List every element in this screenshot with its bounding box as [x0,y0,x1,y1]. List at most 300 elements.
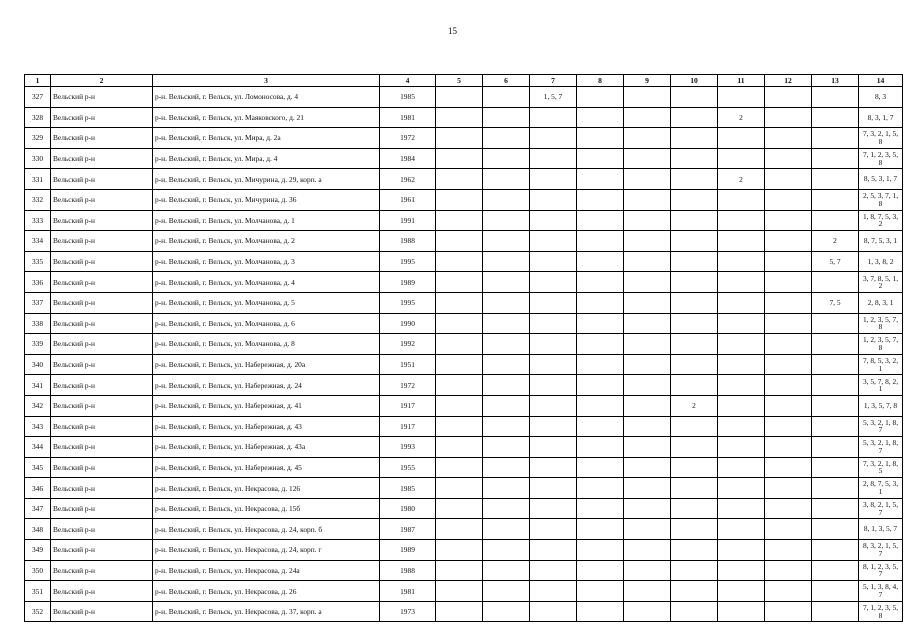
col14-cell: 1, 3, 5, 7, 8 [859,395,903,416]
district-cell: Вельский р-н [51,210,153,231]
col10-cell [671,540,718,561]
col14-cell: 5, 1, 3, 8, 4, 7 [859,581,903,602]
col9-cell [624,581,671,602]
column-header: 7 [530,75,577,87]
col13-cell [812,457,859,478]
col11-cell [718,519,765,540]
table-row [25,437,903,458]
col10-cell [671,189,718,210]
col8-cell [577,375,624,396]
address-cell: р-н. Вельский, г. Вельск, ул. Набережная, д. 24 [153,375,380,396]
col14-cell: 8, 5, 3, 1, 7 [859,169,903,190]
table-row [25,251,903,272]
address-cell: р-н. Вельский, г. Вельск, ул. Некрасова, д. 37, корп. а [153,601,380,622]
col13-cell [812,272,859,293]
col14-cell: 1, 3, 8, 2 [859,251,903,272]
col8-cell [577,231,624,252]
col6-cell [483,540,530,561]
table-row [25,231,903,252]
col7-cell [530,354,577,375]
district-cell: Вельский р-н [51,169,153,190]
col12-cell [765,416,812,437]
column-header: 11 [718,75,765,87]
year-cell: 1962 [380,169,436,190]
col14-cell: 5, 3, 2, 1, 8, 7 [859,437,903,458]
address-cell: р-н. Вельский, г. Вельск, ул. Молчанова, д. 3 [153,251,380,272]
row-number-cell: 344 [25,437,51,458]
col13-cell [812,334,859,355]
col9-cell [624,272,671,293]
col8-cell [577,354,624,375]
col14-cell: 8, 1, 3, 5, 7 [859,519,903,540]
col6-cell [483,251,530,272]
year-cell: 1973 [380,601,436,622]
col6-cell [483,581,530,602]
col5-cell [436,272,483,293]
col14-cell: 8, 1, 2, 3, 5, 7 [859,560,903,581]
col9-cell [624,189,671,210]
col11-cell [718,560,765,581]
col7-cell [530,395,577,416]
col6-cell [483,272,530,293]
district-cell: Вельский р-н [51,560,153,581]
col7-cell [530,519,577,540]
col11-cell [718,231,765,252]
year-cell: 1995 [380,292,436,313]
col9-cell [624,437,671,458]
col6-cell [483,395,530,416]
col10-cell [671,251,718,272]
year-cell: 1990 [380,313,436,334]
table-row [25,313,903,334]
address-cell: р-н. Вельский, г. Вельск, ул. Набережная, д. 45 [153,457,380,478]
district-cell: Вельский р-н [51,107,153,128]
col12-cell [765,107,812,128]
row-number-cell: 336 [25,272,51,293]
col10-cell: 2 [671,395,718,416]
col6-cell [483,416,530,437]
col11-cell [718,128,765,149]
table-row [25,395,903,416]
address-cell: р-н. Вельский, г. Вельск, ул. Мира, д. 2а [153,128,380,149]
col11-cell [718,189,765,210]
col7-cell [530,313,577,334]
col8-cell [577,519,624,540]
col11-cell [718,457,765,478]
col7-cell: 1, 5, 7 [530,87,577,108]
year-cell: 1988 [380,231,436,252]
col8-cell [577,416,624,437]
col5-cell [436,395,483,416]
table-row [25,519,903,540]
col5-cell [436,375,483,396]
address-cell: р-н. Вельский, г. Вельск, ул. Молчанова, д. 8 [153,334,380,355]
district-cell: Вельский р-н [51,189,153,210]
col13-cell [812,107,859,128]
row-number-cell: 335 [25,251,51,272]
col8-cell [577,107,624,128]
column-header: 4 [380,75,436,87]
column-header: 1 [25,75,51,87]
year-cell: 1972 [380,128,436,149]
col5-cell [436,334,483,355]
col14-cell: 2, 5, 3, 7, 1, 8 [859,189,903,210]
col8-cell [577,457,624,478]
col14-cell: 3, 7, 8, 5, 1, 2 [859,272,903,293]
col7-cell [530,169,577,190]
row-number-cell: 328 [25,107,51,128]
address-cell: р-н. Вельский, г. Вельск, ул. Маяковского, д. 21 [153,107,380,128]
col11-cell [718,313,765,334]
col14-cell: 8, 7, 5, 3, 1 [859,231,903,252]
col12-cell [765,478,812,499]
col12-cell [765,128,812,149]
address-cell: р-н. Вельский, г. Вельск, ул. Мичурина, д. 29, корп. а [153,169,380,190]
col12-cell [765,87,812,108]
col10-cell [671,498,718,519]
col6-cell [483,334,530,355]
col14-cell: 7, 1, 2, 3, 5, 8 [859,148,903,169]
col10-cell [671,272,718,293]
col10-cell [671,478,718,499]
col6-cell [483,87,530,108]
col8-cell [577,437,624,458]
col13-cell [812,601,859,622]
col10-cell [671,601,718,622]
address-cell: р-н. Вельский, г. Вельск, ул. Молчанова, д. 5 [153,292,380,313]
col11-cell: 2 [718,169,765,190]
col14-cell: 7, 1, 2, 3, 5, 8 [859,601,903,622]
address-cell: р-н. Вельский, г. Вельск, ул. Молчанова, д. 2 [153,231,380,252]
col11-cell [718,437,765,458]
col5-cell [436,148,483,169]
row-number-cell: 339 [25,334,51,355]
col11-cell [718,540,765,561]
col6-cell [483,169,530,190]
table-row [25,128,903,149]
col6-cell [483,128,530,149]
col13-cell [812,375,859,396]
row-number-cell: 347 [25,498,51,519]
col9-cell [624,498,671,519]
col6-cell [483,292,530,313]
data-table [24,74,903,622]
address-cell: р-н. Вельский, г. Вельск, ул. Набережная, д. 43 [153,416,380,437]
col6-cell [483,498,530,519]
col12-cell [765,601,812,622]
col6-cell [483,478,530,499]
col14-cell: 7, 8, 5, 3, 2, 1 [859,354,903,375]
col9-cell [624,148,671,169]
col9-cell [624,560,671,581]
col14-cell: 5, 3, 2, 1, 8, 7 [859,416,903,437]
col7-cell [530,189,577,210]
col5-cell [436,601,483,622]
col5-cell [436,540,483,561]
col10-cell [671,313,718,334]
col6-cell [483,601,530,622]
col12-cell [765,272,812,293]
year-cell: 1995 [380,251,436,272]
col9-cell [624,540,671,561]
col14-cell: 1, 2, 3, 5, 7, 8 [859,334,903,355]
district-cell: Вельский р-н [51,272,153,293]
year-cell: 1992 [380,334,436,355]
col5-cell [436,128,483,149]
col6-cell [483,457,530,478]
table-row [25,457,903,478]
col6-cell [483,107,530,128]
col9-cell [624,210,671,231]
col6-cell [483,210,530,231]
col12-cell [765,334,812,355]
col8-cell [577,540,624,561]
table-row [25,292,903,313]
col7-cell [530,292,577,313]
col6-cell [483,189,530,210]
col5-cell [436,354,483,375]
col11-cell [718,395,765,416]
col10-cell [671,292,718,313]
row-number-cell: 341 [25,375,51,396]
year-cell: 1985 [380,87,436,108]
col12-cell [765,313,812,334]
col10-cell [671,375,718,396]
row-number-cell: 334 [25,231,51,252]
col8-cell [577,560,624,581]
col6-cell [483,375,530,396]
table-row [25,375,903,396]
col6-cell [483,148,530,169]
row-number-cell: 329 [25,128,51,149]
col9-cell [624,87,671,108]
col10-cell [671,148,718,169]
col8-cell [577,189,624,210]
district-cell: Вельский р-н [51,87,153,108]
column-header: 2 [51,75,153,87]
district-cell: Вельский р-н [51,128,153,149]
col14-cell: 2, 8, 3, 1 [859,292,903,313]
col12-cell [765,498,812,519]
col10-cell [671,354,718,375]
col11-cell [718,601,765,622]
col13-cell [812,148,859,169]
col9-cell [624,457,671,478]
col7-cell [530,375,577,396]
table-row [25,354,903,375]
district-cell: Вельский р-н [51,251,153,272]
district-cell: Вельский р-н [51,231,153,252]
col5-cell [436,560,483,581]
col8-cell [577,210,624,231]
col5-cell [436,189,483,210]
col8-cell [577,128,624,149]
column-header: 6 [483,75,530,87]
row-number-cell: 345 [25,457,51,478]
column-header: 9 [624,75,671,87]
year-cell: 1981 [380,581,436,602]
col8-cell [577,498,624,519]
col7-cell [530,478,577,499]
col7-cell [530,107,577,128]
col7-cell [530,231,577,252]
col7-cell [530,272,577,293]
year-cell: 1985 [380,478,436,499]
col9-cell [624,478,671,499]
year-cell: 1988 [380,560,436,581]
col6-cell [483,354,530,375]
col12-cell [765,395,812,416]
table-body [25,87,903,622]
col7-cell [530,416,577,437]
col11-cell [718,334,765,355]
district-cell: Вельский р-н [51,601,153,622]
district-cell: Вельский р-н [51,313,153,334]
year-cell: 1972 [380,375,436,396]
col5-cell [436,416,483,437]
column-header: 14 [859,75,903,87]
col13-cell [812,210,859,231]
col13-cell [812,540,859,561]
table-row [25,107,903,128]
address-cell: р-н. Вельский, г. Вельск, ул. Некрасова, д. 24, корп. б [153,519,380,540]
col10-cell [671,107,718,128]
col12-cell [765,210,812,231]
col7-cell [530,437,577,458]
col8-cell [577,251,624,272]
col8-cell [577,395,624,416]
table-row [25,272,903,293]
column-header: 5 [436,75,483,87]
col11-cell [718,375,765,396]
col11-cell [718,251,765,272]
col10-cell [671,437,718,458]
col14-cell: 7, 3, 2, 1, 5, 8 [859,128,903,149]
district-cell: Вельский р-н [51,581,153,602]
col5-cell [436,87,483,108]
row-number-cell: 327 [25,87,51,108]
year-cell: 1917 [380,416,436,437]
col6-cell [483,560,530,581]
col9-cell [624,375,671,396]
address-cell: р-н. Вельский, г. Вельск, ул. Набережная, д. 41 [153,395,380,416]
col12-cell [765,189,812,210]
col11-cell [718,148,765,169]
table-row [25,416,903,437]
col11-cell [718,87,765,108]
district-cell: Вельский р-н [51,478,153,499]
column-header: 8 [577,75,624,87]
col10-cell [671,128,718,149]
col13-cell [812,437,859,458]
col14-cell: 3, 8, 2, 1, 5, 7 [859,498,903,519]
col7-cell [530,334,577,355]
address-cell: р-н. Вельский, г. Вельск, ул. Некрасова, д. 126 [153,478,380,499]
col10-cell [671,457,718,478]
col13-cell [812,498,859,519]
address-cell: р-н. Вельский, г. Вельск, ул. Мичурина, д. 36 [153,189,380,210]
table-row [25,334,903,355]
table-row [25,540,903,561]
col7-cell [530,498,577,519]
col7-cell [530,457,577,478]
year-cell: 1980 [380,498,436,519]
col11-cell [718,478,765,499]
year-cell: 1991 [380,210,436,231]
col5-cell [436,251,483,272]
row-number-cell: 350 [25,560,51,581]
district-cell: Вельский р-н [51,437,153,458]
col5-cell [436,457,483,478]
col7-cell [530,128,577,149]
address-cell: р-н. Вельский, г. Вельск, ул. Молчанова, д. 1 [153,210,380,231]
col5-cell [436,231,483,252]
col10-cell [671,560,718,581]
col5-cell [436,313,483,334]
col9-cell [624,128,671,149]
col10-cell [671,581,718,602]
column-header: 13 [812,75,859,87]
col11-cell [718,354,765,375]
col7-cell [530,210,577,231]
col13-cell [812,581,859,602]
col5-cell [436,107,483,128]
col8-cell [577,313,624,334]
col5-cell [436,169,483,190]
table-row [25,478,903,499]
col8-cell [577,148,624,169]
col14-cell: 8, 3, 2, 1, 5, 7 [859,540,903,561]
col9-cell [624,334,671,355]
table-row [25,169,903,190]
row-number-cell: 352 [25,601,51,622]
table-row [25,210,903,231]
district-cell: Вельский р-н [51,148,153,169]
col12-cell [765,519,812,540]
col10-cell [671,210,718,231]
col9-cell [624,519,671,540]
address-cell: р-н. Вельский, г. Вельск, ул. Набережная, д. 20а [153,354,380,375]
col5-cell [436,519,483,540]
col8-cell [577,478,624,499]
col14-cell: 8, 3 [859,87,903,108]
col6-cell [483,313,530,334]
table-row [25,189,903,210]
col10-cell [671,416,718,437]
year-cell: 1981 [380,107,436,128]
col9-cell [624,354,671,375]
col8-cell [577,87,624,108]
address-cell: р-н. Вельский, г. Вельск, ул. Некрасова, д. 26 [153,581,380,602]
col8-cell [577,601,624,622]
row-number-cell: 343 [25,416,51,437]
row-number-cell: 338 [25,313,51,334]
page-number: 15 [448,26,457,36]
row-number-cell: 337 [25,292,51,313]
col7-cell [530,148,577,169]
col13-cell: 5, 7 [812,251,859,272]
col9-cell [624,416,671,437]
year-cell: 1989 [380,540,436,561]
row-number-cell: 333 [25,210,51,231]
district-cell: Вельский р-н [51,457,153,478]
col11-cell [718,498,765,519]
col5-cell [436,581,483,602]
col13-cell [812,519,859,540]
col13-cell [812,128,859,149]
col8-cell [577,581,624,602]
col12-cell [765,169,812,190]
